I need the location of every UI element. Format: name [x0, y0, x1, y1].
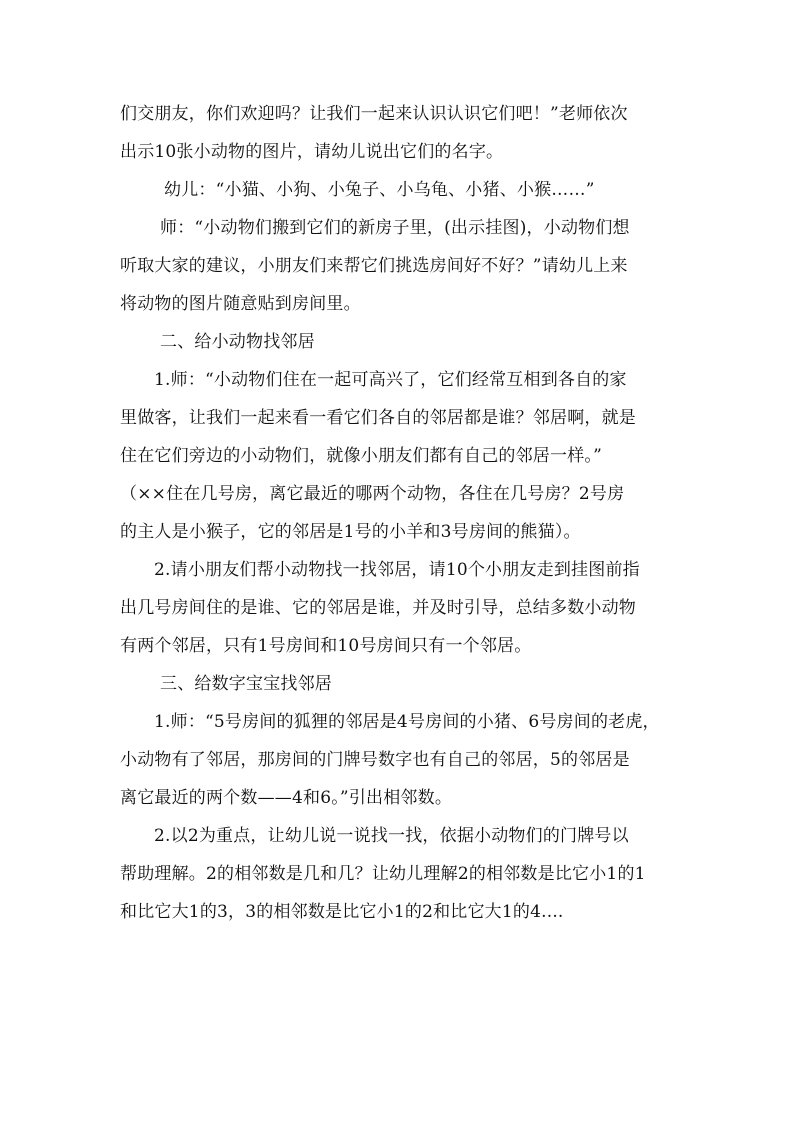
- text-line: 里做客，让我们一起来看一看它们各自的邻居都是谁？邻居啊，就是: [120, 408, 636, 428]
- text-line: 们交朋友，你们欢迎吗？让我们一起来认识认识它们吧！”老师依次: [120, 104, 628, 124]
- section-heading: 二、给小动物找邻居: [160, 332, 315, 352]
- text-line: 帮助理解。2的相邻数是几和几？让幼儿理解2的相邻数是比它小1的1: [120, 864, 646, 884]
- text-line: 出几号房间住的是谁、它的邻居是谁，并及时引导，总结多数小动物: [120, 598, 636, 618]
- text-line: 住在它们旁边的小动物们，就像小朋友们都有自己的邻居一样。”: [120, 446, 602, 466]
- text-line: 有两个邻居，只有1号房间和10号房间只有一个邻居。: [120, 636, 532, 656]
- text-line: 出示10张小动物的图片，请幼儿说出它们的名字。: [120, 142, 504, 162]
- text-line: 听取大家的建议，小朋友们来帮它们挑选房间好不好？”请幼儿上来: [120, 256, 628, 276]
- text-line: 的主人是小猴子，它的邻居是1号的小羊和3号房间的熊猫）。: [120, 522, 581, 542]
- text-line: （××住在几号房，离它最近的哪两个动物，各住在几号房？2号房: [120, 484, 625, 504]
- text-line: 和比它大1的3，3的相邻数是比它小1的2和比它大1的4....: [120, 902, 564, 922]
- text-line: 1.师：“5号房间的狐狸的邻居是4号房间的小猪、6号房间的老虎，: [154, 712, 660, 732]
- text-line: 幼儿：“小猫、小狗、小兔子、小乌龟、小猪、小猴……”: [164, 180, 595, 200]
- text-line: 离它最近的两个数——4和6。”引出相邻数。: [120, 788, 453, 808]
- text-line: 1.师：“小动物们住在一起可高兴了，它们经常互相到各自的家: [154, 370, 627, 390]
- text-line: 师：“小动物们搬到它们的新房子里，(出示挂图)，小动物们想: [160, 218, 630, 238]
- text-line: 小动物有了邻居，那房间的门牌号数字也有自己的邻居，5的邻居是: [120, 750, 630, 770]
- text-line: 2.以2为重点，让幼儿说一说找一找，依据小动物们的门牌号以: [154, 826, 629, 846]
- document-body: [120, 95, 686, 931]
- text-line: 2.请小朋友们帮小动物找一找邻居，请10个小朋友走到挂图前指: [154, 560, 640, 580]
- text-line: 将动物的图片随意贴到房间里。: [120, 294, 361, 314]
- section-heading: 三、给数字宝宝找邻居: [160, 674, 332, 694]
